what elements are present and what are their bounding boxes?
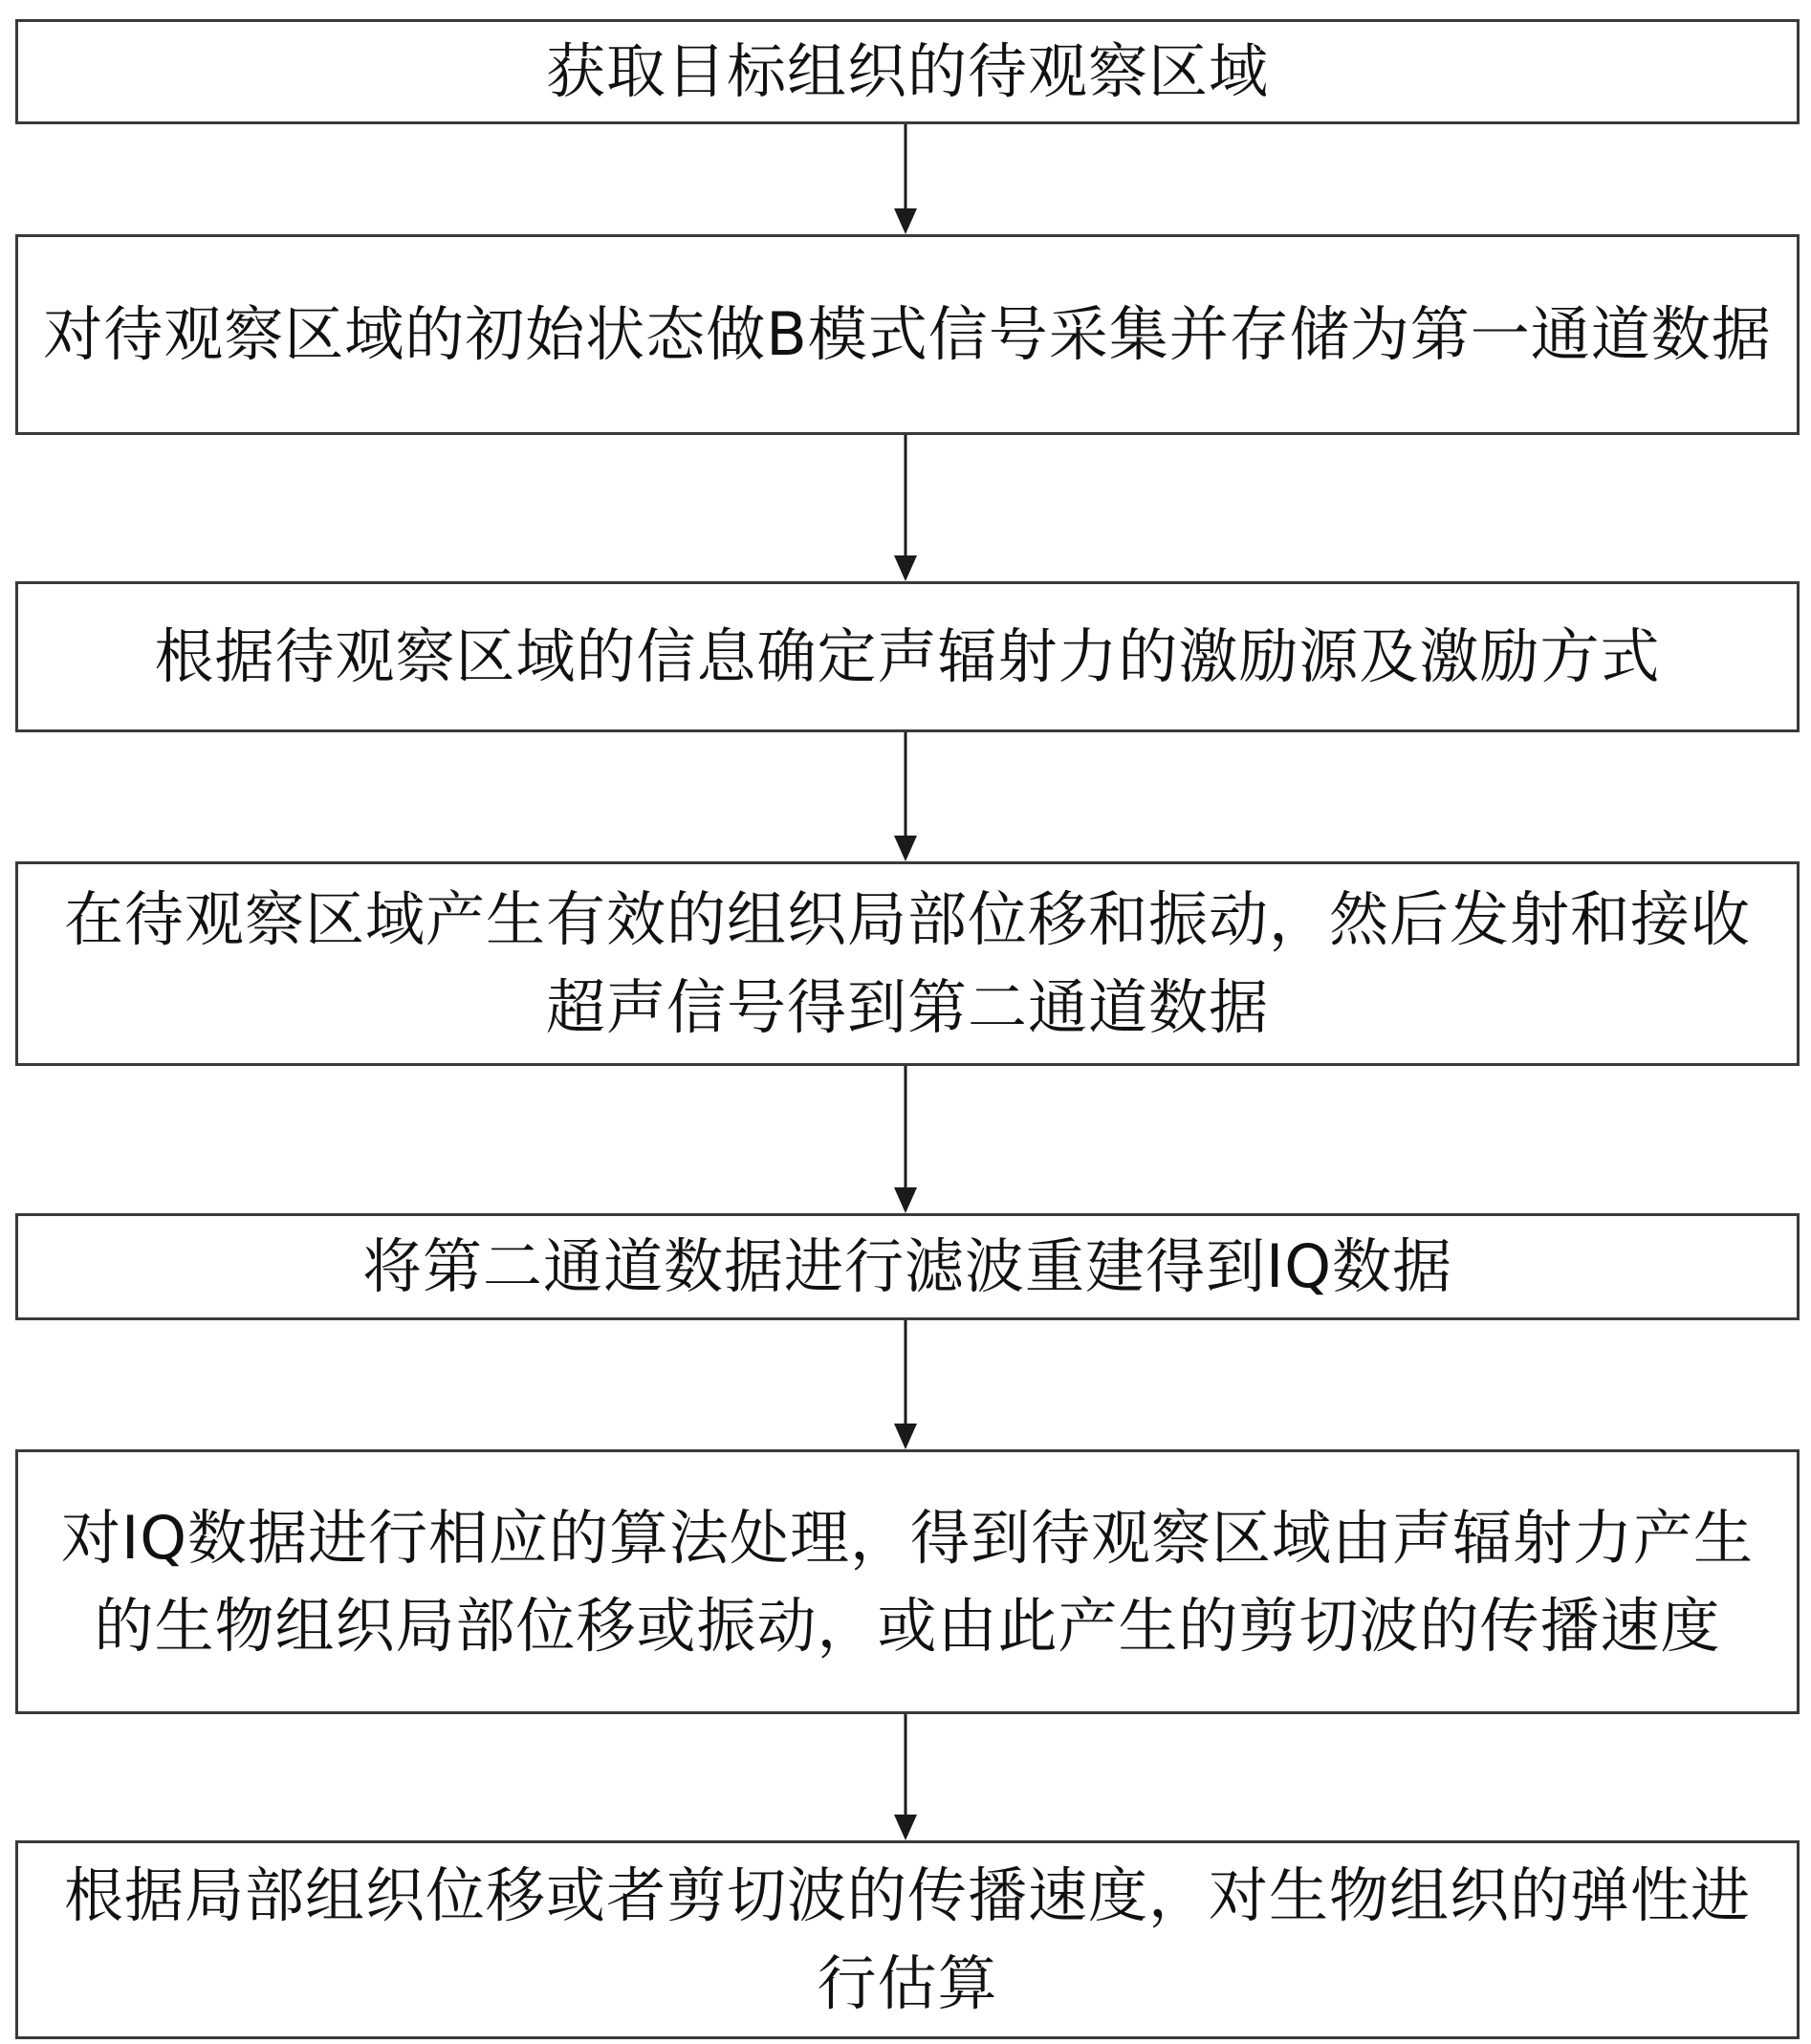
step-2-text: 对待观察区域的初始状态做B模式信号采集并存储为第一通道数据 [43,299,1772,369]
arrow-6-head [894,1815,917,1840]
arrow-1-head [894,208,917,234]
step-1-text: 获取目标组织的待观察区域 [545,36,1269,106]
arrow-5-head [894,1424,917,1449]
step-6-text: 对IQ数据进行相应的算法处理，得到待观察区域由声辐射力产生的生物组织局部位移或振动，或由此产生的剪切波的传播速度 [60,1502,1755,1661]
step-7-text: 根据局部组织位移或者剪切波的传播速度，对生物组织的弹性进行估算 [63,1860,1751,2018]
arrow-4-head [894,1187,917,1213]
arrow-3-head [894,836,917,861]
step-5-text: 将第二通道数据进行滤波重建得到IQ数据 [361,1231,1453,1301]
step-4-text: 在待观察区域产生有效的组织局部位移和振动，然后发射和接收超声信号得到第二通道数据 [63,884,1751,1042]
arrow-2-head [894,555,917,581]
step-3-text: 根据待观察区域的信息确定声辐射力的激励源及激励方式 [154,621,1661,691]
